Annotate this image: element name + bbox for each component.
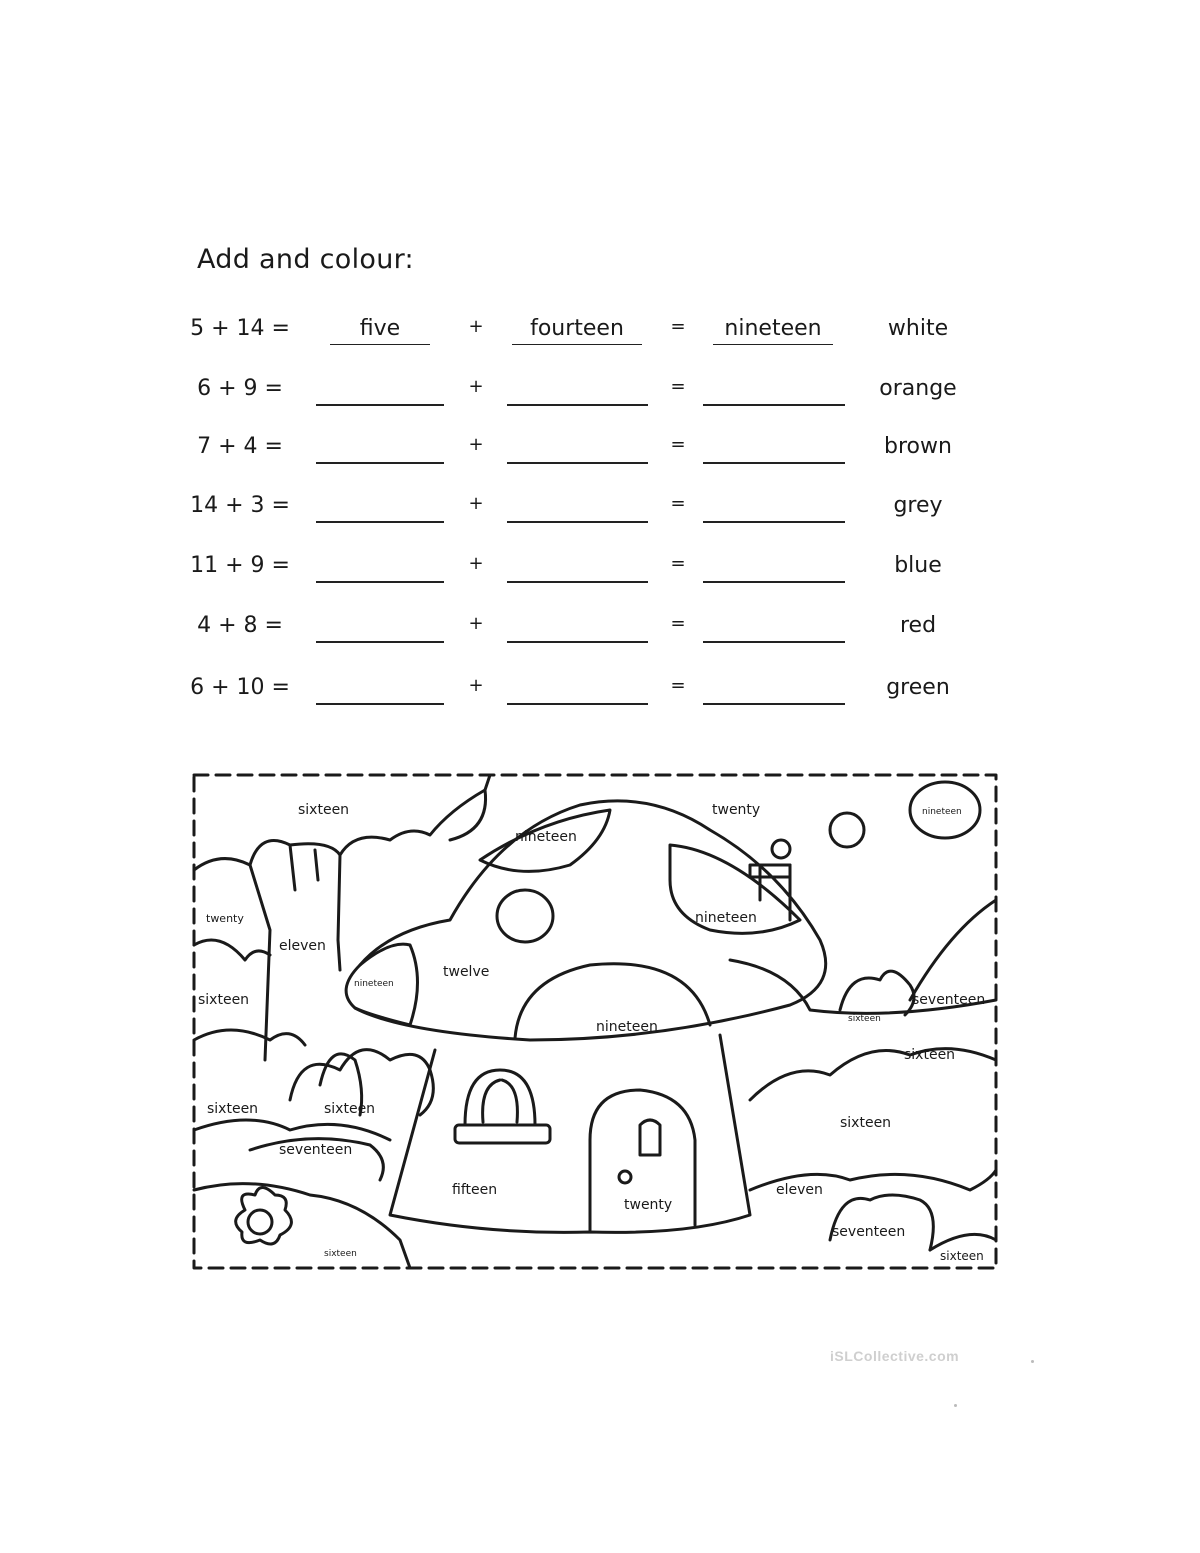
- bush-left-middle: [194, 1030, 305, 1045]
- exercise-row: [0, 434, 1200, 474]
- worksheet-heading: Add and colour:: [197, 244, 414, 275]
- equals-sign: =: [670, 493, 686, 514]
- tree-canopy-edge: [450, 790, 486, 840]
- ground-left: [194, 1184, 410, 1268]
- plus-sign: +: [468, 434, 484, 455]
- answer-blank-1[interactable]: [330, 316, 430, 345]
- answer-blank-2[interactable]: [512, 316, 642, 345]
- colour-word: blue: [894, 553, 942, 578]
- answer-blank-1[interactable]: [316, 434, 444, 464]
- answer-blank-2[interactable]: [507, 675, 648, 705]
- watermark: iSLCollective.com: [830, 1348, 960, 1364]
- tree-trunk-left: [250, 865, 270, 1060]
- picture-label: sixteen: [848, 1014, 881, 1024]
- tree-canopy-outline: [194, 775, 490, 870]
- equation: 14 + 3 =: [190, 493, 290, 518]
- tree-bark-lines: [290, 845, 318, 890]
- colour-word: brown: [884, 434, 952, 459]
- bush-right: [750, 1049, 996, 1100]
- rock-right: [830, 1195, 933, 1250]
- speck: [954, 1404, 957, 1407]
- answer-blank-result[interactable]: [703, 613, 845, 643]
- answer-blank-result[interactable]: [703, 376, 845, 406]
- picture-label: twenty: [624, 1197, 673, 1213]
- equals-sign: =: [670, 613, 686, 634]
- picture-label: sixteen: [207, 1101, 259, 1117]
- equation: 6 + 9 =: [197, 376, 283, 401]
- answer-blank-1[interactable]: [316, 553, 444, 583]
- bush-left-top: [194, 940, 270, 960]
- equals-sign: =: [670, 376, 686, 397]
- equals-sign: =: [670, 675, 686, 696]
- answer-blank-1[interactable]: [316, 675, 444, 705]
- smoke-puff-small: [772, 840, 790, 858]
- window-panes: [483, 1080, 518, 1122]
- picture-label: nineteen: [695, 910, 757, 926]
- exercise-row: [0, 553, 1200, 593]
- picture-label: seventeen: [279, 1142, 353, 1158]
- plus-sign: +: [468, 376, 484, 397]
- grass-bottom-right: [930, 1234, 996, 1250]
- picture-label: sixteen: [940, 1249, 984, 1263]
- colour-word: white: [887, 316, 949, 341]
- mushroom-house-coloring-icon: [190, 770, 1000, 1272]
- exercise-row: [0, 675, 1200, 715]
- picture-label: nineteen: [354, 979, 394, 989]
- picture-label: twenty: [712, 802, 761, 818]
- grass-tuft-right: [840, 971, 914, 1015]
- hill-right-slope: [910, 900, 996, 1000]
- exercise-row: [0, 613, 1200, 653]
- answer-word-2: fourteen: [530, 316, 624, 341]
- picture-label: fifteen: [452, 1182, 498, 1198]
- colour-word: red: [899, 613, 937, 638]
- picture-label: seventeen: [832, 1224, 906, 1240]
- answer-blank-result[interactable]: [713, 316, 833, 345]
- picture-label: sixteen: [324, 1249, 357, 1259]
- plus-sign: +: [468, 675, 484, 696]
- equals-sign: =: [670, 316, 686, 337]
- equation: 6 + 10 =: [190, 675, 290, 700]
- answer-blank-2[interactable]: [507, 553, 648, 583]
- bush-left-bottom: [194, 1120, 390, 1140]
- answer-result: nineteen: [724, 316, 822, 341]
- equation: 5 + 14 =: [190, 316, 290, 341]
- answer-blank-2[interactable]: [507, 376, 648, 406]
- answer-blank-result[interactable]: [703, 493, 845, 523]
- picture-label: seventeen: [912, 992, 986, 1008]
- picture-label: sixteen: [198, 992, 250, 1008]
- answer-blank-1[interactable]: [316, 493, 444, 523]
- equals-sign: =: [670, 434, 686, 455]
- equation: 7 + 4 =: [197, 434, 283, 459]
- picture-label: twelve: [443, 964, 490, 980]
- tree-trunk-right: [338, 855, 340, 970]
- exercise-row: [0, 493, 1200, 533]
- speck: [1031, 1360, 1034, 1363]
- window-sill: [455, 1125, 550, 1143]
- window-frame: [465, 1070, 535, 1125]
- equals-sign: =: [670, 553, 686, 574]
- plus-sign: +: [468, 613, 484, 634]
- answer-word-1: five: [359, 316, 401, 341]
- plus-sign: +: [468, 316, 484, 337]
- smoke-puff-medium: [830, 813, 864, 847]
- picture-label: nineteen: [922, 807, 962, 817]
- picture-label: eleven: [279, 938, 326, 954]
- answer-blank-2[interactable]: [507, 613, 648, 643]
- answer-blank-1[interactable]: [316, 376, 444, 406]
- answer-blank-result[interactable]: [703, 675, 845, 705]
- answer-blank-2[interactable]: [507, 434, 648, 464]
- door-knob: [619, 1171, 631, 1183]
- picture-label: twenty: [206, 912, 244, 925]
- answer-blank-2[interactable]: [507, 493, 648, 523]
- picture-label: nineteen: [515, 829, 577, 845]
- answer-blank-result[interactable]: [703, 553, 845, 583]
- plus-sign: +: [468, 493, 484, 514]
- picture-label: sixteen: [904, 1047, 956, 1063]
- exercise-row: [0, 376, 1200, 416]
- colour-word: grey: [893, 493, 943, 518]
- picture-label: sixteen: [324, 1101, 376, 1117]
- flower-petals: [236, 1188, 292, 1245]
- cap-dot: [497, 890, 553, 942]
- example-row: [0, 316, 1200, 356]
- equation: 4 + 8 =: [197, 613, 283, 638]
- colour-word: green: [886, 675, 950, 700]
- door-window: [640, 1120, 660, 1155]
- plus-sign: +: [468, 553, 484, 574]
- answer-blank-1[interactable]: [316, 613, 444, 643]
- colour-word: orange: [879, 376, 957, 401]
- coloring-picture: [190, 770, 1000, 1272]
- answer-blank-result[interactable]: [703, 434, 845, 464]
- picture-label: eleven: [776, 1182, 823, 1198]
- flower-center: [248, 1210, 272, 1234]
- picture-label: sixteen: [298, 802, 350, 818]
- picture-label: sixteen: [840, 1115, 892, 1131]
- equation: 11 + 9 =: [190, 553, 290, 578]
- picture-label: nineteen: [596, 1019, 658, 1035]
